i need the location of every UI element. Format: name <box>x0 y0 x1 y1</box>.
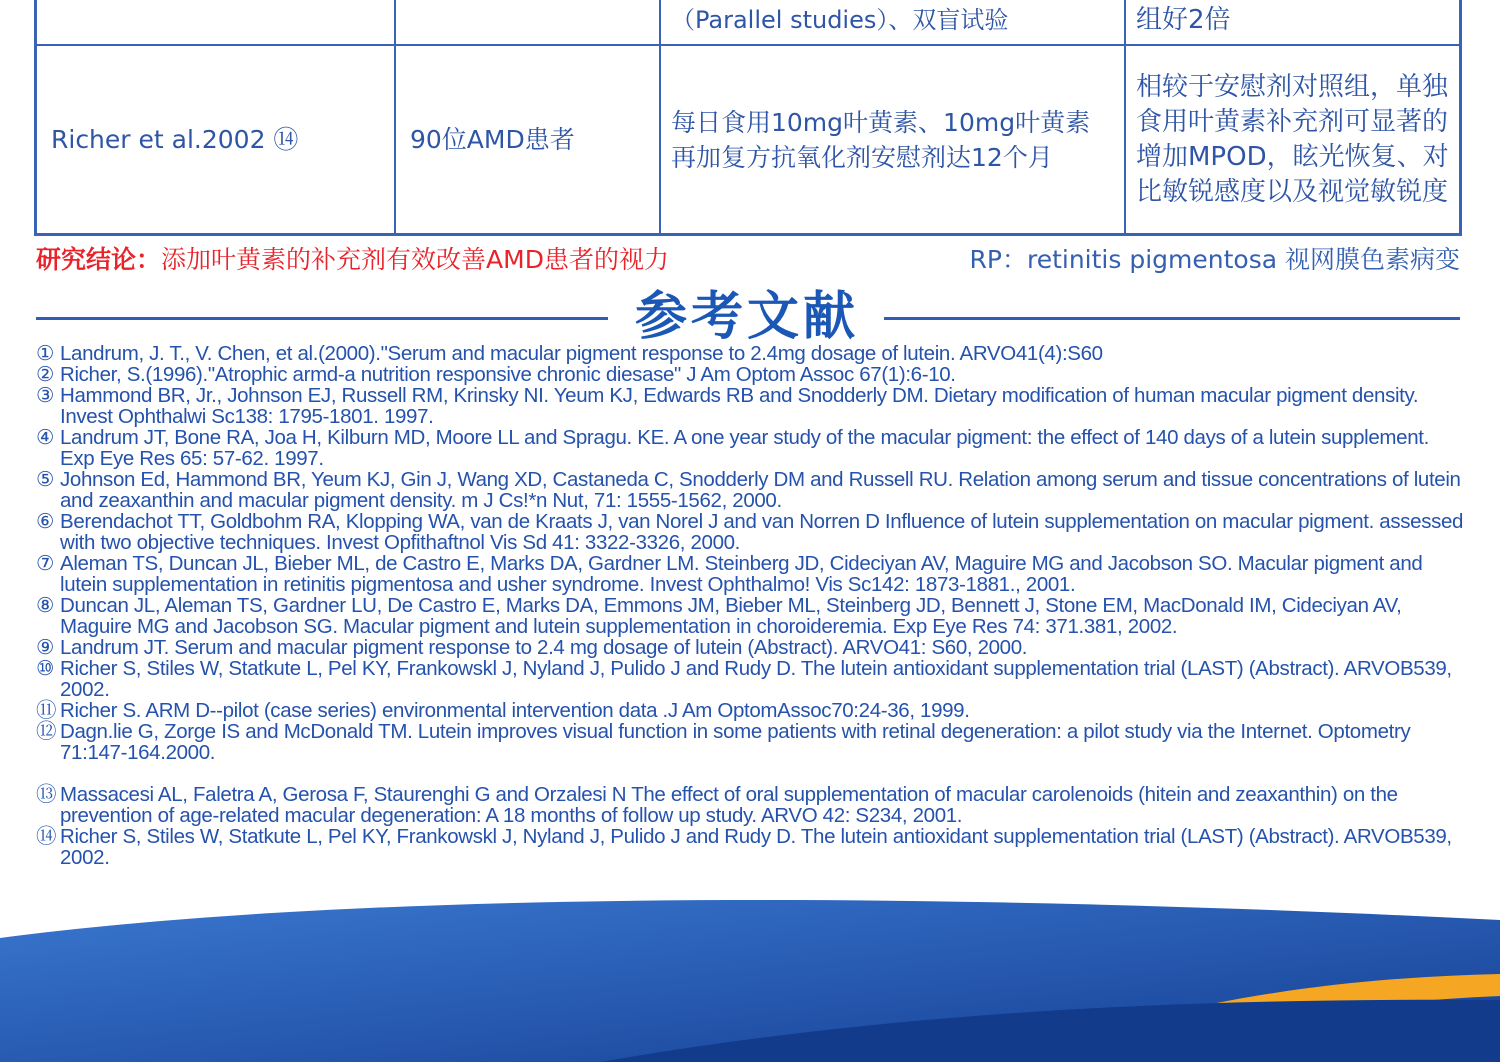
reference-number: ⑦ <box>36 552 55 575</box>
reference-item <box>36 427 1466 469</box>
reference-item <box>36 658 1466 700</box>
reference-item <box>36 784 1466 826</box>
reference-item <box>36 469 1466 511</box>
reference-item <box>36 343 1466 364</box>
decorative-wave-footer <box>0 900 1500 1062</box>
reference-text: Massacesi AL, Faletra A, Gerosa F, Staurenghi G and Orzalesi N The effect of oral supplementation of macular carolenoids (hitein and zeaxanthin) on the prevention of age-related macular degeneration: A 18 months of follow up study. ARVO 42: S234, 2001. <box>60 783 1398 827</box>
reference-text: Landrum JT. Serum and macular pigment response to 2.4 mg dosage of lutein (Abstract). ARVO41: S60, 2000. <box>60 636 1028 659</box>
conclusion-label: 研究结论： <box>36 245 162 274</box>
reference-text: Landrum, J. T., V. Chen, et al.(2000)."Serum and macular pigment response to 2.4mg dosage of lutein. ARVO41(4):S60 <box>60 342 1103 365</box>
reference-text: Johnson Ed, Hammond BR, Yeum KJ, Gin J, Wang XD, Castaneda C, Snodderly DM and Russell RU. Relation among serum and tissue concentrations of lutein and zeaxanthin and macular pigment density. m J Cs!*n Nut, 71: 1555-1562, 2000. <box>60 468 1461 512</box>
table-cell-subjects <box>394 0 659 44</box>
references-title: 参考文献 <box>634 287 859 347</box>
reference-text: Hammond BR, Jr., Johnson EJ, Russell RM, Krinsky NI. Yeum KJ, Edwards RB and Snodderly DM. Dietary modification of human macular pigment density. Invest Ophthalwi Sc138: 1795-1801. 1997. <box>60 384 1419 428</box>
reference-text: Richer S. ARM D--pilot (case series) environmental intervention data .J Am OptomAssoc70:24-36, 1999. <box>60 699 970 722</box>
reference-text: Richer S, Stiles W, Statkute L, Pel KY, Frankowskl J, Nyland J, Pulido J and Rudy D. The lutein antioxidant supplementation trial (LAST) (Abstract). ARVOB539, 2002. <box>60 825 1452 869</box>
reference-text: Aleman TS, Duncan JL, Bieber ML, de Castro E, Marks DA, Gardner LM. Steinberg JD, Cideciyan AV, Maguire MG and Jacobson SO. Macular pigment and lutein supplementation in retinitis pigmentosa and usher syndrome. Invest Ophthalmo! Vis Sc142: 1873-1881., 2001. <box>60 552 1423 596</box>
reference-text: Berendachot TT, Goldbohm RA, Klopping WA, van de Kraats J, van Norel J and van Norren D Influence of lutein supplementation on macular pigment. assessed with two objective techniques. Invest Opfithaftnol Vis Sd 41: 3322-3326, 2000. <box>60 510 1464 554</box>
reference-number: ⑫ <box>36 720 57 743</box>
reference-item <box>36 595 1466 637</box>
reference-item <box>36 637 1466 658</box>
reference-item <box>36 826 1466 868</box>
table-cell-subjects: 90位AMD患者 <box>394 46 659 233</box>
study-conclusion <box>36 240 669 276</box>
rp-abbreviation-note: RP：retinitis pigmentosa 视网膜色素病变 <box>969 245 1460 274</box>
table-row <box>37 0 1459 44</box>
table-row <box>37 44 1459 233</box>
reference-number: ⑤ <box>36 468 55 491</box>
table-cell-method: 每日食用10mg叶黄素、10mg叶黄素再加复方抗氧化剂安慰剂达12个月 <box>659 46 1124 233</box>
reference-text: Dagn.lie G, Zorge IS and McDonald TM. Lutein improves visual function in some patients with retinal degeneration: a pilot study via the Internet. Optometry 71:147-164.2000. <box>60 720 1411 764</box>
references-list <box>36 343 1466 868</box>
reference-text: Richer S, Stiles W, Statkute L, Pel KY, Frankowskl J, Nyland J, Pulido J and Rudy D. The lutein antioxidant supplementation trial (LAST) (Abstract). ARVOB539, 2002. <box>60 657 1452 701</box>
reference-number: ⑭ <box>36 825 57 848</box>
reference-item <box>36 721 1466 763</box>
table-cell-study: Richer et al.2002 ⑭ <box>51 125 299 154</box>
reference-item <box>36 364 1466 385</box>
reference-number: ⑧ <box>36 594 55 617</box>
reference-number: ④ <box>36 426 55 449</box>
reference-item <box>36 385 1466 427</box>
reference-number: ⑬ <box>36 783 57 806</box>
study-table <box>34 0 1462 236</box>
reference-text: Duncan JL, Aleman TS, Gardner LU, De Castro E, Marks DA, Emmons JM, Bieber ML, Steinberg JD, Bennett J, Stone EM, MacDonald IM, Cideciyan AV, Maguire MG and Jacobson SG. Macular pigment and lutein supplementation in choroideremia. Exp Eye Res 74: 371.381, 2002. <box>60 594 1402 638</box>
table-cell-study <box>37 0 394 44</box>
reference-item <box>36 511 1466 553</box>
reference-number: ③ <box>36 384 55 407</box>
reference-number: ⑪ <box>36 699 57 722</box>
table-cell-result: 组好2倍 <box>1124 0 1459 44</box>
conclusion-text: 添加叶黄素的补充剂有效改善AMD患者的视力 <box>161 245 669 274</box>
reference-text: Richer, S.(1996)."Atrophic armd-a nutrition responsive chronic diesase" J Am Optom Assoc 67(1):6-10. <box>60 363 956 386</box>
reference-number: ⑩ <box>36 657 55 680</box>
reference-text: Landrum JT, Bone RA, Joa H, Kilburn MD, Moore LL and Spragu. KE. A one year study of the macular pigment: the effect of 140 days of a lutein supplement. Exp Eye Res 65: 57-62. 1997. <box>60 426 1429 470</box>
reference-number: ⑨ <box>36 636 55 659</box>
divider-line-left <box>36 317 608 320</box>
table-cell-result: 相较于安慰剂对照组，单独食用叶黄素补充剂可显著的增加MPOD，眩光恢复、对比敏锐感度以及视觉敏锐度 <box>1124 46 1459 233</box>
divider-line-right <box>884 317 1460 320</box>
reference-number: ② <box>36 363 55 386</box>
reference-item <box>36 700 1466 721</box>
reference-number: ⑥ <box>36 510 55 533</box>
reference-number: ① <box>36 342 55 365</box>
reference-item <box>36 553 1466 595</box>
table-cell-method: （Parallel studies）、双盲试验 <box>659 0 1124 44</box>
